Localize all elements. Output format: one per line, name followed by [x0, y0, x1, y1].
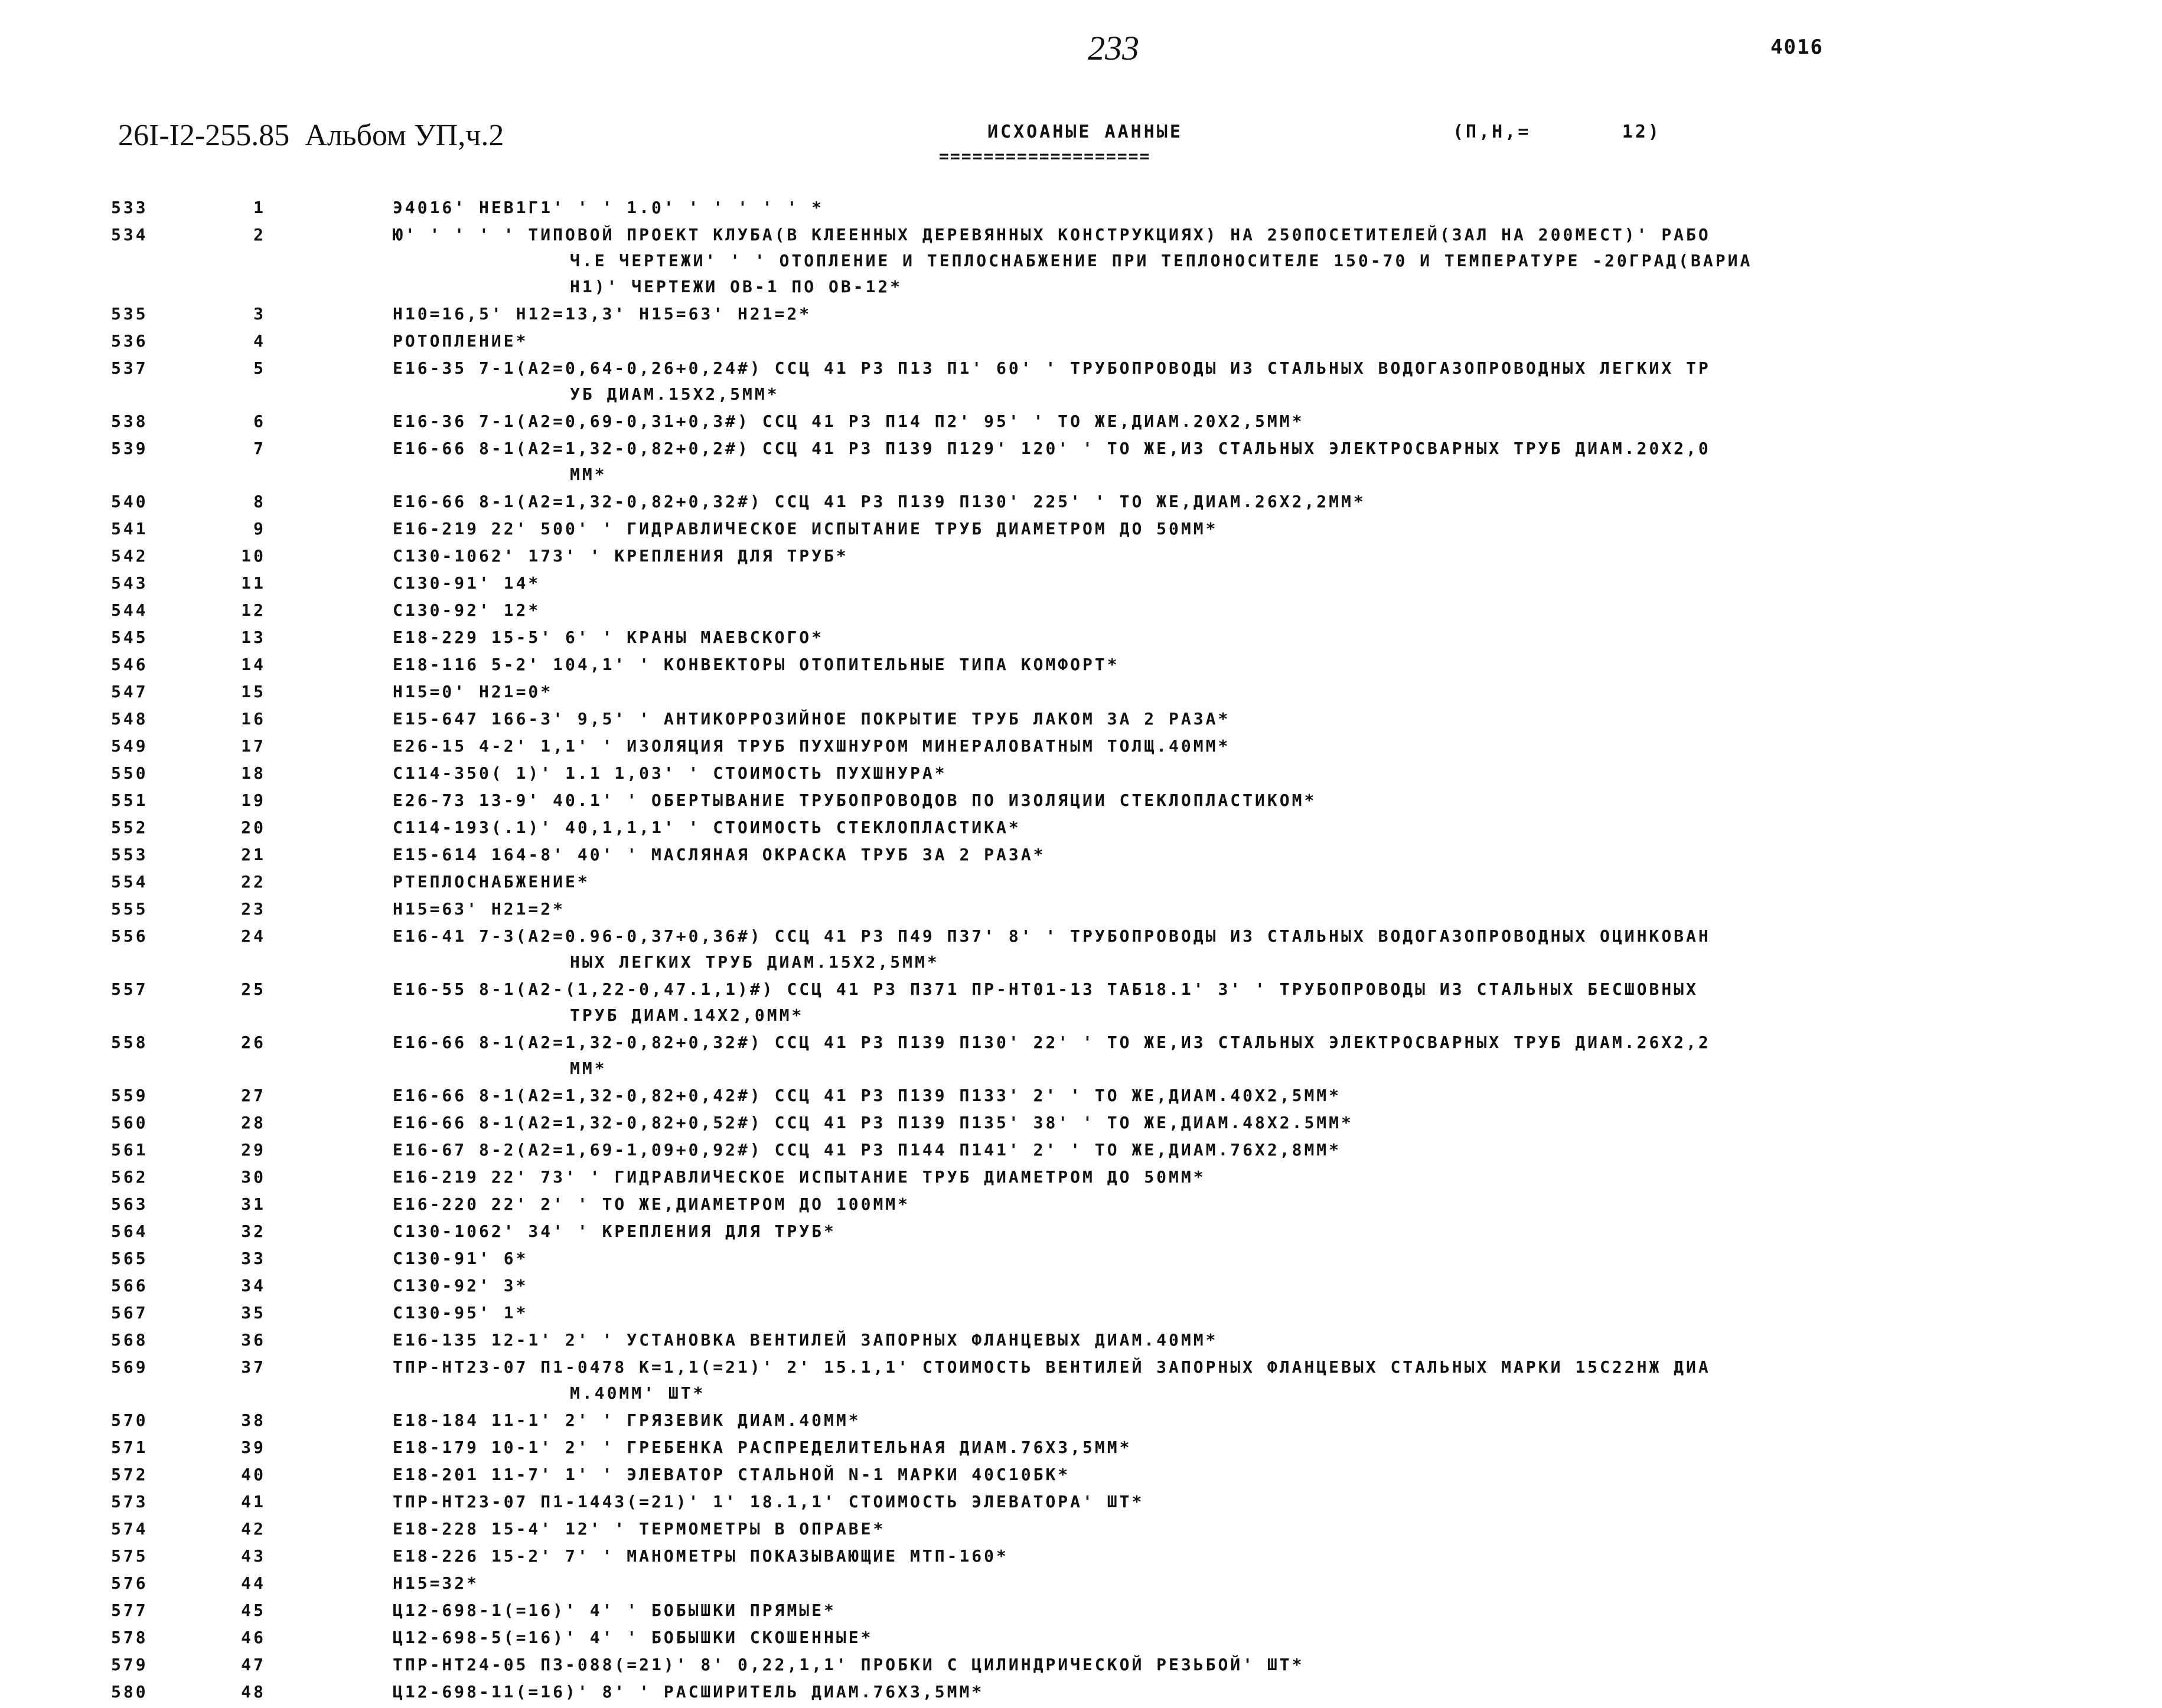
- row-text-line: Е16-66 8-1(А2=1,32-0,82+0,32#) ССЦ 41 Р3 П139 П130' 225' ' ТО ЖЕ,ДИАМ.26Х2,2ММ*: [393, 492, 1366, 511]
- data-listing: [0, 195, 2162, 1706]
- row-sequence-number: 566: [111, 1276, 148, 1295]
- listing-row: [0, 1110, 2162, 1136]
- row-sequence-number: 567: [111, 1303, 148, 1322]
- row-text-continuation: М.40ММ' ШТ*: [570, 1383, 706, 1403]
- row-text-line: С114-350( 1)' 1.1 1,03' ' СТОИМОСТЬ ПУХШНУРА*: [393, 763, 947, 783]
- row-sequence-number: 557: [111, 979, 148, 999]
- listing-row: [0, 1083, 2162, 1109]
- row-item-number: 38: [241, 1410, 266, 1430]
- listing-row: [0, 1327, 2162, 1353]
- row-sequence-number: 560: [111, 1113, 148, 1132]
- row-sequence-number: 574: [111, 1519, 148, 1539]
- row-sequence-number: 555: [111, 899, 148, 919]
- row-text-line: Е16-66 8-1(А2=1,32-0,82+0,52#) ССЦ 41 Р3 П139 П135' 38' ' ТО ЖЕ,ДИАМ.48Х2.5ММ*: [393, 1113, 1354, 1132]
- row-text: [393, 355, 2162, 407]
- row-text-line: Е18-229 15-5' 6' ' КРАНЫ МАЕВСКОГО*: [393, 628, 824, 647]
- row-item-number: 30: [241, 1167, 266, 1187]
- row-text: [393, 652, 2162, 678]
- row-item-number: 10: [241, 546, 266, 566]
- row-text-continuation: Н1)' ЧЕРТЕЖИ ОВ-1 ПО ОВ-12*: [570, 277, 903, 296]
- row-text-line: Е16-219 22' 500' ' ГИДРАВЛИЧЕСКОЕ ИСПЫТАНИЕ ТРУБ ДИАМЕТРОМ ДО 50ММ*: [393, 519, 1218, 538]
- row-text-line: РОТОПЛЕНИЕ*: [393, 331, 529, 351]
- listing-row: [0, 516, 2162, 542]
- listing-row: [0, 222, 2162, 300]
- row-text: [393, 896, 2162, 922]
- row-text-line: Э4016' НЕВ1Г1' ' ' 1.0' ' ' ' ' ' *: [393, 198, 824, 217]
- row-sequence-number: 564: [111, 1222, 148, 1241]
- row-sequence-number: 568: [111, 1330, 148, 1350]
- row-text: [393, 1354, 2162, 1406]
- row-item-number: 21: [241, 845, 266, 864]
- listing-row: [0, 1652, 2162, 1678]
- row-text: [393, 570, 2162, 596]
- row-text: [393, 1191, 2162, 1217]
- row-text-line: Ц12-698-1(=16)' 4' ' БОБЫШКИ ПРЯМЫЕ*: [393, 1601, 836, 1620]
- row-sequence-number: 552: [111, 818, 148, 837]
- listing-row: [0, 1435, 2162, 1461]
- row-text: [393, 328, 2162, 354]
- row-item-number: 16: [241, 709, 266, 729]
- row-text-line: Е16-66 8-1(А2=1,32-0,82+0,42#) ССЦ 41 Р3 П139 П133' 2' ' ТО ЖЕ,ДИАМ.40Х2,5ММ*: [393, 1086, 1342, 1105]
- row-item-number: 40: [241, 1465, 266, 1484]
- row-text-line: ТПР-НТ24-05 П3-088(=21)' 8' 0,22,1,1' ПРОБКИ С ЦИЛИНДРИЧЕСКОЙ РЕЗЬБОЙ' ШТ*: [393, 1655, 1305, 1674]
- row-text-line: Е16-135 12-1' 2' ' УСТАНОВКА ВЕНТИЛЕЙ ЗАПОРНЫХ ФЛАНЦЕВЫХ ДИАМ.40ММ*: [393, 1330, 1218, 1350]
- row-text-line: Е16-55 8-1(А2-(1,22-0,47.1,1)#) ССЦ 41 Р3 П371 ПР-НТ01-13 ТАБ18.1' 3' ' ТРУБОПРОВОДЫ ИЗ СТАЛЬНЫХ БЕСШОВНЫХ: [393, 979, 1698, 999]
- listing-row: [0, 1191, 2162, 1217]
- row-sequence-number: 535: [111, 304, 148, 324]
- row-text-line: С130-1062' 173' ' КРЕПЛЕНИЯ ДЛЯ ТРУБ*: [393, 546, 849, 566]
- row-item-number: 41: [241, 1492, 266, 1511]
- row-sequence-number: 558: [111, 1033, 148, 1052]
- listing-row: [0, 842, 2162, 868]
- row-sequence-number: 538: [111, 412, 148, 431]
- row-sequence-number: 543: [111, 573, 148, 593]
- row-sequence-number: 542: [111, 546, 148, 566]
- row-sequence-number: 551: [111, 791, 148, 810]
- row-text-line: Е16-220 22' 2' ' ТО ЖЕ,ДИАМЕТРОМ ДО 100ММ*: [393, 1194, 911, 1214]
- listing-row: [0, 1273, 2162, 1299]
- row-text-line: С130-91' 14*: [393, 573, 541, 593]
- listing-row: [0, 489, 2162, 515]
- row-item-number: 5: [253, 358, 266, 378]
- listing-row: [0, 301, 2162, 327]
- row-sequence-number: 537: [111, 358, 148, 378]
- row-sequence-number: 563: [111, 1194, 148, 1214]
- row-text: [393, 1543, 2162, 1569]
- row-text-line: Е16-36 7-1(А2=0,69-0,31+0,3#) ССЦ 41 Р3 П14 П2' 95' ' ТО ЖЕ,ДИАМ.20Х2,5ММ*: [393, 412, 1305, 431]
- row-text: [393, 489, 2162, 515]
- row-text-line: Е18-226 15-2' 7' ' МАНОМЕТРЫ ПОКАЗЫВАЮЩИЕ МТП-160*: [393, 1546, 1009, 1566]
- row-sequence-number: 553: [111, 845, 148, 864]
- row-text: [393, 301, 2162, 327]
- row-text: [393, 1407, 2162, 1433]
- listing-row: [0, 977, 2162, 1028]
- row-sequence-number: 554: [111, 872, 148, 891]
- listing-row: [0, 869, 2162, 895]
- row-item-number: 42: [241, 1519, 266, 1539]
- row-text-line: Н15=32*: [393, 1573, 480, 1593]
- row-text-line: С130-92' 3*: [393, 1276, 529, 1295]
- section-title: ИСХОАНЫЕ ААННЫЕ: [987, 122, 1183, 142]
- listing-row: [0, 1030, 2162, 1082]
- listing-row: [0, 706, 2162, 732]
- listing-row: [0, 1462, 2162, 1488]
- row-text: [393, 1164, 2162, 1190]
- row-text: [393, 1435, 2162, 1461]
- row-text-line: Ю' ' ' ' ' ТИПОВОЙ ПРОЕКТ КЛУБА(В КЛЕЕННЫХ ДЕРЕВЯННЫХ КОНСТРУКЦИЯХ) НА 250ПОСЕТИТЕЛЕЙ(ЗАЛ НА 200МЕСТ)' РАБО: [393, 225, 1711, 244]
- row-sequence-number: 547: [111, 682, 148, 701]
- section-title-underline: ===================: [939, 146, 1151, 166]
- row-item-number: 23: [241, 899, 266, 919]
- row-text: [393, 1030, 2162, 1082]
- row-sequence-number: 577: [111, 1601, 148, 1620]
- row-sequence-number: 573: [111, 1492, 148, 1511]
- row-item-number: 26: [241, 1033, 266, 1052]
- row-text-line: Е18-201 11-7' 1' ' ЭЛЕВАТОР СТАЛЬНОЙ N-1 МАРКИ 40С10БК*: [393, 1465, 1071, 1484]
- row-item-number: 27: [241, 1086, 266, 1105]
- row-sequence-number: 565: [111, 1249, 148, 1268]
- row-item-number: 29: [241, 1140, 266, 1160]
- listing-row: [0, 409, 2162, 435]
- row-item-number: 2: [253, 225, 266, 244]
- row-text-line: С114-193(.1)' 40,1,1,1' ' СТОИМОСТЬ СТЕКЛОПЛАСТИКА*: [393, 818, 1021, 837]
- row-text-line: Е18-184 11-1' 2' ' ГРЯЗЕВИК ДИАМ.40ММ*: [393, 1410, 861, 1430]
- page-number: 233: [1088, 29, 1139, 67]
- row-item-number: 31: [241, 1194, 266, 1214]
- row-sequence-number: 539: [111, 439, 148, 458]
- row-text: [393, 1489, 2162, 1515]
- row-sequence-number: 545: [111, 628, 148, 647]
- listing-row: [0, 1164, 2162, 1190]
- listing-row: [0, 570, 2162, 596]
- row-text-line: Е18-228 15-4' 12' ' ТЕРМОМЕТРЫ В ОПРАВЕ*: [393, 1519, 886, 1539]
- row-text: [393, 788, 2162, 814]
- row-text-line: Н10=16,5' Н12=13,3' Н15=63' Н21=2*: [393, 304, 812, 324]
- row-sequence-number: 533: [111, 198, 148, 217]
- listing-row: [0, 1219, 2162, 1245]
- album-reference: 26I-I2-255.85 Альбом УП,ч.2: [118, 119, 504, 152]
- row-item-number: 13: [241, 628, 266, 647]
- row-text: [393, 195, 2162, 221]
- listing-row: [0, 1625, 2162, 1651]
- row-sequence-number: 541: [111, 519, 148, 538]
- listing-row: [0, 1543, 2162, 1569]
- row-text-line: Е15-647 166-3' 9,5' ' АНТИКОРРОЗИЙНОЕ ПОКРЫТИЕ ТРУБ ЛАКОМ ЗА 2 РАЗА*: [393, 709, 1231, 729]
- row-text-line: Ц12-698-11(=16)' 8' ' РАСШИРИТЕЛЬ ДИАМ.76Х3,5ММ*: [393, 1682, 984, 1702]
- listing-row: [0, 1246, 2162, 1272]
- row-item-number: 15: [241, 682, 266, 701]
- row-item-number: 4: [253, 331, 266, 351]
- row-text-line: Е15-614 164-8' 40' ' МАСЛЯНАЯ ОКРАСКА ТРУБ ЗА 2 РАЗА*: [393, 845, 1046, 864]
- row-text: [393, 1110, 2162, 1136]
- row-item-number: 32: [241, 1222, 266, 1241]
- row-text: [393, 842, 2162, 868]
- row-item-number: 47: [241, 1655, 266, 1674]
- row-text: [393, 1652, 2162, 1678]
- row-item-number: 34: [241, 1276, 266, 1295]
- row-text: [393, 1516, 2162, 1542]
- row-text: [393, 815, 2162, 841]
- row-text-line: С130-95' 1*: [393, 1303, 529, 1322]
- listing-row: [0, 355, 2162, 407]
- row-text-line: ТПР-НТ23-07 П1-0478 К=1,1(=21)' 2' 15.1,1' СТОИМОСТЬ ВЕНТИЛЕЙ ЗАПОРНЫХ ФЛАНЦЕВЫХ СТАЛЬНЫХ МАРКИ 15С22НЖ ДИА: [393, 1357, 1711, 1377]
- listing-row: [0, 195, 2162, 221]
- row-sequence-number: 570: [111, 1410, 148, 1430]
- row-text: [393, 1219, 2162, 1245]
- row-text-continuation: УБ ДИАМ.15Х2,5ММ*: [570, 384, 780, 404]
- listing-row: [0, 788, 2162, 814]
- row-text-line: Н15=63' Н21=2*: [393, 899, 566, 919]
- listing-row: [0, 1354, 2162, 1406]
- row-item-number: 18: [241, 763, 266, 783]
- row-text: [393, 625, 2162, 651]
- row-sequence-number: 544: [111, 600, 148, 620]
- row-text: [393, 409, 2162, 435]
- listing-row: [0, 1598, 2162, 1624]
- row-item-number: 33: [241, 1249, 266, 1268]
- row-item-number: 44: [241, 1573, 266, 1593]
- row-text: [393, 1083, 2162, 1109]
- row-sequence-number: 580: [111, 1682, 148, 1702]
- row-text-line: Е16-35 7-1(А2=0,64-0,26+0,24#) ССЦ 41 Р3 П13 П1' 60' ' ТРУБОПРОВОДЫ ИЗ СТАЛЬНЫХ ВОДОГАЗОПРОВОДНЫХ ЛЕГКИХ ТР: [393, 358, 1711, 378]
- row-sequence-number: 546: [111, 655, 148, 674]
- row-item-number: 20: [241, 818, 266, 837]
- row-sequence-number: 575: [111, 1546, 148, 1566]
- listing-row: [0, 543, 2162, 569]
- row-sequence-number: 576: [111, 1573, 148, 1593]
- row-text-line: Е16-66 8-1(А2=1,32-0,82+0,32#) ССЦ 41 Р3 П139 П130' 22' ' ТО ЖЕ,ИЗ СТАЛЬНЫХ ЭЛЕКТРОСВАРНЫХ ТРУБ ДИАМ.26Х2,2: [393, 1033, 1711, 1052]
- row-item-number: 8: [253, 492, 266, 511]
- listing-row: [0, 597, 2162, 623]
- listing-row: [0, 625, 2162, 651]
- row-text-line: Е18-116 5-2' 104,1' ' КОНВЕКТОРЫ ОТОПИТЕЛЬНЫЕ ТИПА КОМФОРТ*: [393, 655, 1120, 674]
- row-item-number: 37: [241, 1357, 266, 1377]
- row-item-number: 48: [241, 1682, 266, 1702]
- row-sequence-number: 550: [111, 763, 148, 783]
- listing-row: [0, 1300, 2162, 1326]
- row-item-number: 11: [241, 573, 266, 593]
- row-sequence-number: 579: [111, 1655, 148, 1674]
- listing-row: [0, 328, 2162, 354]
- row-text-line: Ц12-698-5(=16)' 4' ' БОБЫШКИ СКОШЕННЫЕ*: [393, 1628, 873, 1647]
- row-text: [393, 597, 2162, 623]
- row-item-number: 9: [253, 519, 266, 538]
- listing-row: [0, 760, 2162, 786]
- row-text: [393, 679, 2162, 705]
- listing-row: [0, 733, 2162, 759]
- row-sequence-number: 556: [111, 926, 148, 946]
- row-text-line: Е18-179 10-1' 2' ' ГРЕБЕНКА РАСПРЕДЕЛИТЕЛЬНАЯ ДИАМ.76Х3,5ММ*: [393, 1438, 1132, 1457]
- row-item-number: 6: [253, 412, 266, 431]
- section-parameter: (П,Н,= 12): [1453, 122, 1661, 142]
- row-text: [393, 1137, 2162, 1163]
- row-sequence-number: 572: [111, 1465, 148, 1484]
- listing-row: [0, 1516, 2162, 1542]
- row-sequence-number: 569: [111, 1357, 148, 1377]
- row-sequence-number: 559: [111, 1086, 148, 1105]
- row-text: [393, 1679, 2162, 1705]
- row-item-number: 35: [241, 1303, 266, 1322]
- row-text-line: Е16-67 8-2(А2=1,69-1,09+0,92#) ССЦ 41 Р3 П144 П141' 2' ' ТО ЖЕ,ДИАМ.76Х2,8ММ*: [393, 1140, 1342, 1160]
- row-item-number: 25: [241, 979, 266, 999]
- row-text: [393, 1273, 2162, 1299]
- document-code: 4016: [1770, 35, 1824, 59]
- row-sequence-number: 536: [111, 331, 148, 351]
- row-text-continuation: ТРУБ ДИАМ.14Х2,0ММ*: [570, 1005, 804, 1025]
- row-text-line: РТЕПЛОСНАБЖЕНИЕ*: [393, 872, 590, 891]
- listing-row: [0, 652, 2162, 678]
- row-sequence-number: 534: [111, 225, 148, 244]
- row-item-number: 22: [241, 872, 266, 891]
- row-text: [393, 1625, 2162, 1651]
- row-item-number: 46: [241, 1628, 266, 1647]
- row-text: [393, 1246, 2162, 1272]
- row-item-number: 45: [241, 1601, 266, 1620]
- row-item-number: 28: [241, 1113, 266, 1132]
- row-text: [393, 869, 2162, 895]
- listing-row: [0, 923, 2162, 975]
- listing-row: [0, 1570, 2162, 1596]
- row-text: [393, 436, 2162, 488]
- row-text: [393, 1598, 2162, 1624]
- row-text-line: Е16-41 7-3(А2=0.96-0,37+0,36#) ССЦ 41 Р3 П49 П37' 8' ' ТРУБОПРОВОДЫ ИЗ СТАЛЬНЫХ ВОДОГАЗОПРОВОДНЫХ ОЦИНКОВАН: [393, 926, 1711, 946]
- listing-row: [0, 1489, 2162, 1515]
- row-text: [393, 1300, 2162, 1326]
- row-sequence-number: 549: [111, 736, 148, 756]
- row-item-number: 1: [253, 198, 266, 217]
- row-item-number: 7: [253, 439, 266, 458]
- listing-row: [0, 679, 2162, 705]
- listing-row: [0, 1407, 2162, 1433]
- row-sequence-number: 571: [111, 1438, 148, 1457]
- row-item-number: 14: [241, 655, 266, 674]
- row-text: [393, 923, 2162, 975]
- row-text: [393, 733, 2162, 759]
- row-item-number: 36: [241, 1330, 266, 1350]
- row-item-number: 39: [241, 1438, 266, 1457]
- row-item-number: 24: [241, 926, 266, 946]
- row-text-continuation: Ч.Е ЧЕРТЕЖИ' ' ' ОТОПЛЕНИЕ И ТЕПЛОСНАБЖЕНИЕ ПРИ ТЕПЛОНОСИТЕЛЕ 150-70 И ТЕМПЕРАТУРЕ -20ГРАД(ВАРИА: [570, 251, 1753, 270]
- row-text: [393, 1570, 2162, 1596]
- row-text-line: Е26-15 4-2' 1,1' ' ИЗОЛЯЦИЯ ТРУБ ПУХШНУРОМ МИНЕРАЛОВАТНЫМ ТОЛЩ.40ММ*: [393, 736, 1231, 756]
- listing-row: [0, 896, 2162, 922]
- row-text-line: С130-92' 12*: [393, 600, 541, 620]
- row-text-line: Е26-73 13-9' 40.1' ' ОБЕРТЫВАНИЕ ТРУБОПРОВОДОВ ПО ИЗОЛЯЦИИ СТЕКЛОПЛАСТИКОМ*: [393, 791, 1317, 810]
- row-text: [393, 516, 2162, 542]
- row-text-line: Е16-219 22' 73' ' ГИДРАВЛИЧЕСКОЕ ИСПЫТАНИЕ ТРУБ ДИАМЕТРОМ ДО 50ММ*: [393, 1167, 1206, 1187]
- row-text: [393, 1327, 2162, 1353]
- row-item-number: 19: [241, 791, 266, 810]
- row-sequence-number: 540: [111, 492, 148, 511]
- row-text: [393, 706, 2162, 732]
- row-sequence-number: 562: [111, 1167, 148, 1187]
- row-item-number: 17: [241, 736, 266, 756]
- row-text: [393, 760, 2162, 786]
- row-text: [393, 222, 2162, 300]
- row-text-line: С130-1062' 34' ' КРЕПЛЕНИЯ ДЛЯ ТРУБ*: [393, 1222, 836, 1241]
- row-text: [393, 1462, 2162, 1488]
- row-text: [393, 543, 2162, 569]
- row-text-continuation: ММ*: [570, 465, 607, 484]
- row-text-continuation: ММ*: [570, 1059, 607, 1078]
- row-sequence-number: 561: [111, 1140, 148, 1160]
- listing-row: [0, 436, 2162, 488]
- listing-row: [0, 1137, 2162, 1163]
- row-text-line: Е16-66 8-1(А2=1,32-0,82+0,2#) ССЦ 41 Р3 П139 П129' 120' ' ТО ЖЕ,ИЗ СТАЛЬНЫХ ЭЛЕКТРОСВАРНЫХ ТРУБ ДИАМ.20Х2,0: [393, 439, 1711, 458]
- row-sequence-number: 578: [111, 1628, 148, 1647]
- row-item-number: 3: [253, 304, 266, 324]
- row-item-number: 43: [241, 1546, 266, 1566]
- row-sequence-number: 548: [111, 709, 148, 729]
- row-text: [393, 977, 2162, 1028]
- row-text-line: ТПР-НТ23-07 П1-1443(=21)' 1' 18.1,1' СТОИМОСТЬ ЭЛЕВАТОРА' ШТ*: [393, 1492, 1144, 1511]
- row-text-continuation: НЫХ ЛЕГКИХ ТРУБ ДИАМ.15Х2,5ММ*: [570, 952, 940, 972]
- row-text-line: С130-91' 6*: [393, 1249, 529, 1268]
- listing-row: [0, 815, 2162, 841]
- row-item-number: 12: [241, 600, 266, 620]
- row-text-line: Н15=0' Н21=0*: [393, 682, 553, 701]
- listing-row: [0, 1679, 2162, 1705]
